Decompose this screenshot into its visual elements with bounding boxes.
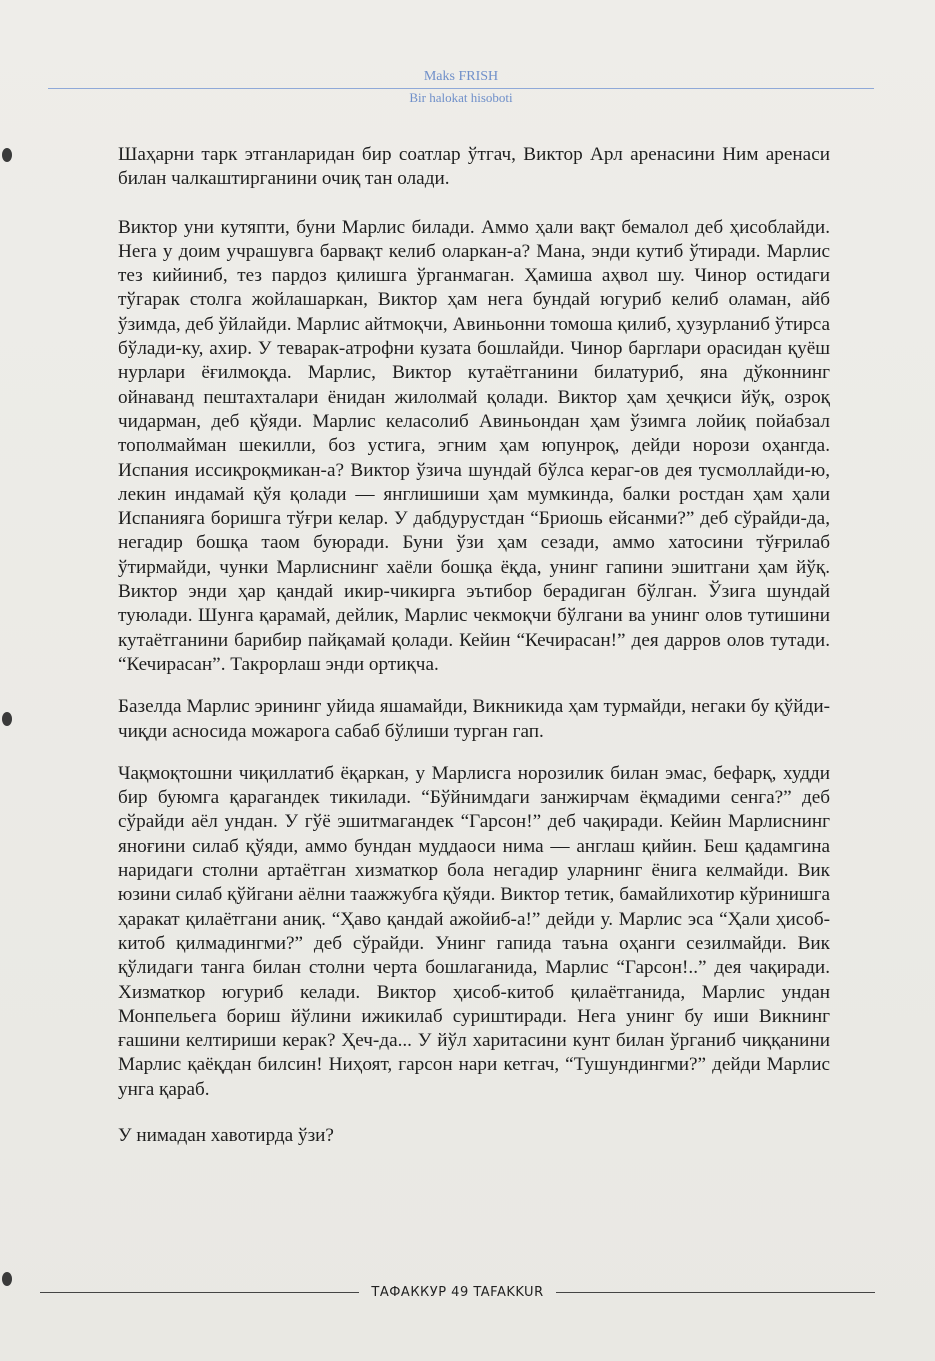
binder-hole-mark: [2, 1272, 12, 1286]
article-body: [118, 143, 830, 1166]
header-rule: [48, 88, 874, 89]
paragraph-5: У нимадан хавотирда ўзи?: [118, 1124, 334, 1146]
page-footer: [40, 1282, 875, 1302]
header-subtitle: Bir halokat hisoboti: [409, 90, 513, 105]
header-author: Maks FRISH: [423, 69, 499, 84]
footer-rule-right: [556, 1292, 875, 1293]
paragraph-2: Виктор уни кутяпти, буни Марлис билади. Аммо ҳали вақт бемалол деб ҳисоблайди. Нега у доим учрашувга барвақт келиб оларкан-а? Мана, энди кутиб ўтиради. Марлис тез кийиниб, тез пардоз қилишга ўрганмаган. Ҳамиша аҳвол шу. Чинор остидаги тўгарак столга жойлашаркан, Виктор ҳам нега бундай югуриб келиб оламан, айб ўзимда, деб ўйлайди. Марлис айтмоқчи, Авиньонни томоша қилиб, ҳузурланиб ўтирса бўлади-ку, ахир. У теварак-атрофни кузата бошлайди. Чинор барглари орасидан қуёш нурлари ёғилмоқда. Марлис, Виктор кутаётганини билатуриб, яна дўконнинг ойнаванд пештахталари ёнидан жилолмай қолади. Виктор ҳам ҳечқиси йўқ, озроқ чидарман, деб қўяди. Марлис келасолиб Авиньондан ҳам ўзимга лойиқ пойабзал тополмайман шекилли, боз устига, эгним ҳам юпунроқ, дейди норози оҳангда. Испания иссиқроқмикан-а? Виктор ўзича шундай бўлса кераг-ов дея тусмоллайди-ю, лекин индамай қўя қолади — янглишиши ҳам мумкинда, балки ростдан ҳам ҳали Испанияга боришга тўғри келар. У дабдурустдан “Бриошь ейсанми?” деб сўрайди-да, негадир бошқа таом буюради. Буни ўзи ҳам сезади, аммо хатосини тўғрилаб ўтирмайди, чунки Марлиснинг хаёли бошқа ёқда, унинг гапини эшитгани ҳам йўқ. Виктор энди ҳар қандай икир-чикирга эътибор берадиган бўлган. Ўзига шундай туюлади. Шунга қарамай, дейлик, Марлис чекмоқчи бўлгани ва унинг олов тутишини кутаётганини барибир пайқамай қолади. Кейин “Кечирасан!” дея дарров олов тутади. “Кечирасан”. Такрорлаш энди ортиқча.: [118, 216, 830, 675]
running-header: [48, 68, 874, 106]
binder-hole-mark: [2, 712, 12, 726]
binder-hole-mark: [2, 148, 12, 162]
paragraph-1: Шаҳарни тарк этганларидан бир соатлар ўтгач, Виктор Арл аренасини Ним аренаси билан чалкаштирганини очиқ тан олади.: [118, 144, 830, 190]
paragraph-4: Чақмоқтошни чиқиллатиб ёқаркан, у Марлисга норозилик билан эмас, бефарқ, худди бир буюмга қарагандек тикилади. “Бўйнимдаги занжирчам ёқмадими сенга?” деб сўрайди аёл ундан. У гўё эшитмагандек “Гарсон!” деб чақиради. Кейин Марлиснинг яноғини силаб қўяди, аммо бундан муддаоси нима — англаш қийин. Беш қадамгина наридаги столни артаётган хизматкор бола негадир уларнинг ёнига келмайди. Вик юзини силаб қўйгани аёлни таажжубга қўяди. Виктор тетик, бамайлихотир кўринишга ҳаракат қилаётгани аниқ. “Ҳаво қандай ажойиб-а!” дейди у. Марлис эса “Ҳали ҳисоб-китоб қилмадингми?” деб сўрайди. Унинг гапида таъна оҳанги сезилмайди. Вик қўлидаги танга билан столни черта бошлаганида, Марлис “Гарсон!..” дея чақиради. Хизматкор югуриб келади. Виктор ҳисоб-китоб қилаётганида, Марлис ундан Монпельега бориш йўлини ижикилаб суриштиради. Нега унинг бу иши Викнинг ғашини келтириши керак? Ҳеч-да... У йўл харитасини кунт билан ўрганиб чиққанини Марлис қаёқдан билсин! Ниҳоят, гарсон нари кетгач, “Тушундингми?” дейди Марлис унга қараб.: [118, 762, 830, 1100]
footer-rule-left: [40, 1292, 359, 1293]
paragraph-3: Базелда Марлис эрининг уйида яшамайди, Викникида ҳам турмайди, негаки бу қўйди-чиқди асносида можарога сабаб бўлиши турган гап.: [118, 696, 830, 742]
footer-page-label: ТАФАККУР 49 TAFAKKUR: [371, 1284, 544, 1300]
